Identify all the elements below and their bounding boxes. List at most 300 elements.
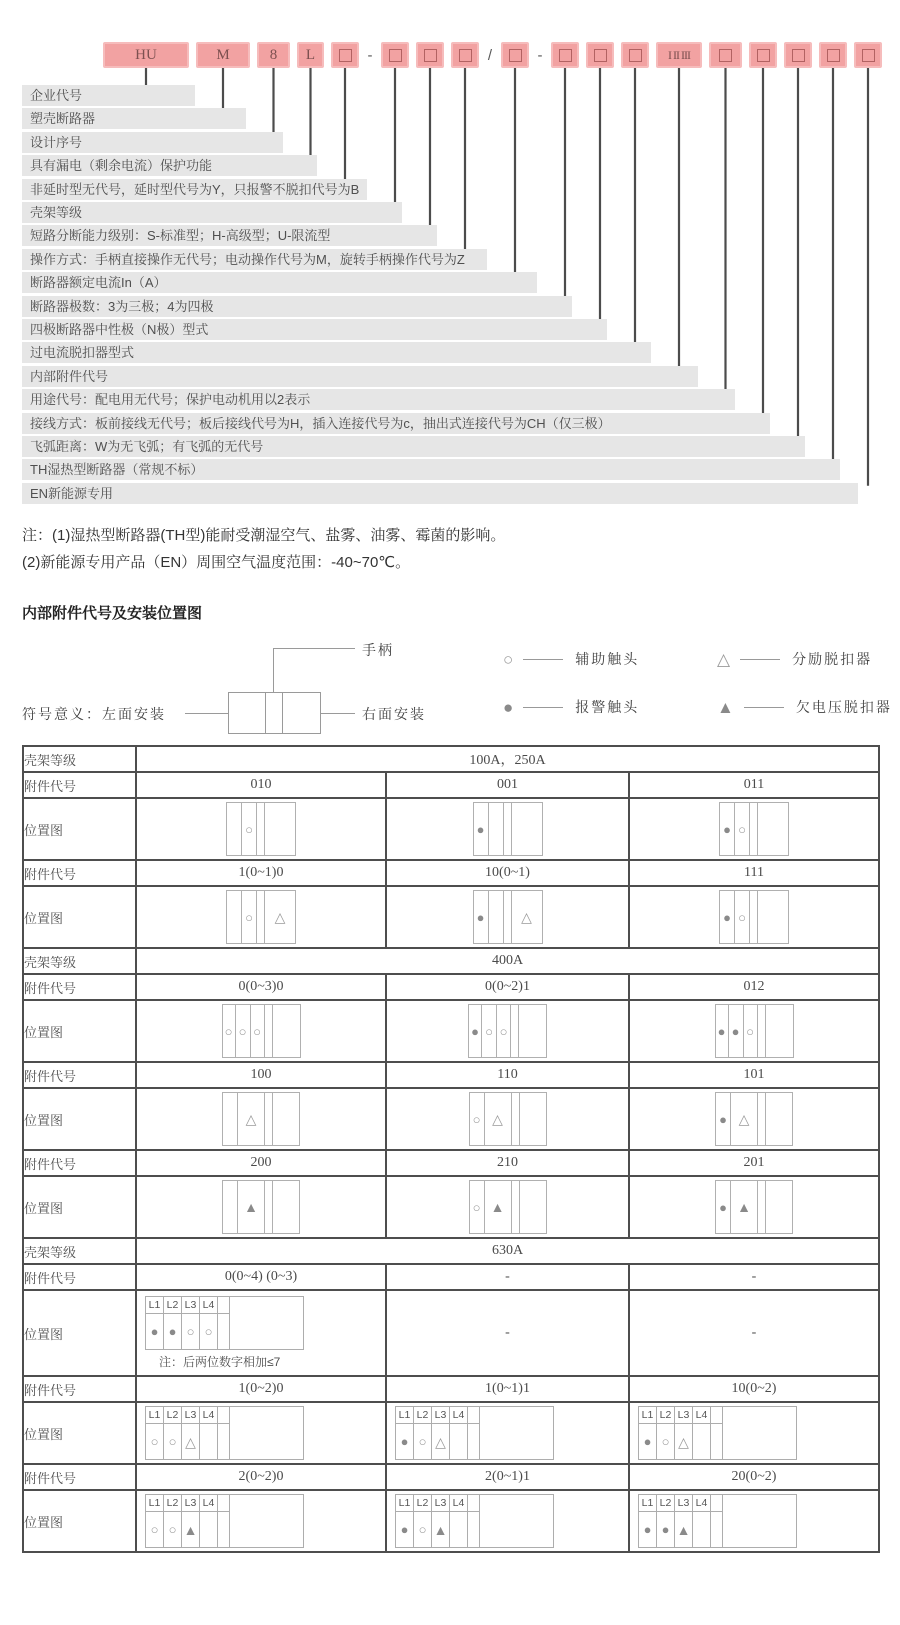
compartment-cell: [227, 891, 242, 943]
uv-symbol-icon: ▲: [490, 1199, 505, 1215]
pole-header-cell: [218, 1495, 230, 1512]
shunt-symbol-icon: △: [274, 909, 286, 925]
pole-symbol-cell: [164, 1424, 182, 1459]
open-area: [230, 1512, 303, 1547]
position-diagram-cell: [136, 1490, 386, 1552]
accessory-code-value: 1(0~1)1: [386, 1376, 629, 1402]
pole-symbol-cell: [414, 1424, 432, 1459]
open-area: [480, 1424, 553, 1459]
compartment-cell: [512, 803, 542, 855]
model-code-box: [551, 42, 579, 68]
frame-level-header: 壳架等级: [23, 1238, 136, 1264]
accessory-code-value: 011: [629, 772, 879, 798]
accessory-code-value: 2(0~2)0: [136, 1464, 386, 1490]
compartment-cell: [227, 803, 242, 855]
compartment-cell: [512, 891, 542, 943]
position-diagram-cell: [136, 1290, 386, 1376]
placeholder-square-icon: [459, 49, 472, 62]
box-divider: [265, 693, 266, 733]
placeholder-square-icon: [862, 49, 875, 62]
note-line-2: (2)新能源专用产品（EN）周围空气温度范围：-40~70℃。: [22, 554, 411, 571]
model-code-box: I II III: [656, 42, 702, 68]
pole-symbol-cell: [182, 1424, 200, 1459]
pole-symbol-cell: [146, 1512, 164, 1547]
position-diagram-cell: [136, 1000, 386, 1062]
placeholder-square-icon: [792, 49, 805, 62]
position-diagram: [469, 1092, 547, 1146]
compartment-cell: [265, 1093, 273, 1145]
pole-symbol-cell: [200, 1314, 218, 1349]
shunt-symbol-icon: △: [435, 1433, 446, 1450]
position-diagram-cell: [386, 1000, 629, 1062]
model-label: 四极断路器中性极（N极）型式: [22, 319, 607, 340]
model-label: 接线方式：板前接线无代号；板后接线代号为H，插入连接代号为c，抽出式连接代号为CH（仅三极）: [22, 413, 770, 434]
accessory-code-row: [23, 1464, 879, 1490]
compartment-cell: [766, 1005, 793, 1057]
position-diagram-cell: [386, 1290, 629, 1376]
alarm-symbol-icon: ●: [400, 1522, 409, 1537]
uv-symbol-icon: ▲: [737, 1199, 751, 1215]
aux-symbol-icon: ○: [245, 821, 253, 837]
frame-level-header: 壳架等级: [23, 948, 136, 974]
uv-symbol-icon: ▲: [244, 1199, 258, 1215]
model-label: 具有漏电（剩余电流）保护功能: [22, 155, 317, 176]
handle-label: 手柄: [362, 642, 394, 658]
frame-rating-value: 400A: [136, 948, 879, 974]
pole-position-box: [638, 1406, 797, 1460]
compartment-cell: [716, 1093, 731, 1145]
position-header: 位置图: [23, 1176, 136, 1238]
compartment-cell: [265, 1005, 273, 1057]
position-diagram-cell: [136, 1088, 386, 1150]
accessory-table: [22, 745, 880, 1553]
alarm-symbol-icon: ●: [719, 1111, 727, 1127]
pole-position-box: [638, 1494, 797, 1548]
pole-symbol-cell: [432, 1424, 450, 1459]
pole-symbol-cell: [200, 1424, 218, 1459]
pole-symbol-cell: [218, 1424, 230, 1459]
model-code-box: 8: [257, 42, 290, 68]
meaning-left-label: 符号意义：左面安装: [22, 706, 166, 722]
legend-dash-line: [523, 707, 563, 708]
aux-symbol-icon: ○: [168, 1434, 177, 1449]
position-diagram-cell: [136, 1402, 386, 1464]
pole-symbol-cell: [396, 1512, 414, 1547]
pole-header-cell: L4: [200, 1495, 218, 1512]
position-header: 位置图: [23, 1290, 136, 1376]
aux-symbol-icon: ○: [204, 1324, 213, 1339]
model-code-box: [709, 42, 742, 68]
accessory-code-value: 110: [386, 1062, 629, 1088]
accessory-code-value: 101: [629, 1062, 879, 1088]
compartment-cell: [489, 891, 504, 943]
accessory-code-header: 附件代号: [23, 1264, 136, 1290]
compartment-cell: [251, 1005, 265, 1057]
pole-symbol-cell: [468, 1512, 480, 1547]
position-diagram: [145, 1296, 385, 1370]
position-diagram: [473, 890, 543, 944]
accessory-code-header: 附件代号: [23, 1376, 136, 1402]
compartment-cell: [236, 1005, 251, 1057]
position-header: 位置图: [23, 886, 136, 948]
position-diagram-cell: [386, 1176, 629, 1238]
pole-header-cell: [468, 1495, 480, 1512]
accessory-code-value: 1(0~2)0: [136, 1376, 386, 1402]
frame-rating-row: [23, 948, 879, 974]
accessory-code-row: [23, 1264, 879, 1290]
model-label: 过电流脱扣器型式: [22, 342, 651, 363]
compartment-cell: [716, 1005, 729, 1057]
pole-symbol-cell: [657, 1512, 675, 1547]
pole-header-cell: L1: [396, 1407, 414, 1424]
shunt-symbol-icon: △: [717, 649, 731, 669]
pole-header-cell: [218, 1297, 230, 1314]
model-label: 非延时型无代号，延时型代号为Y，只报警不脱扣代号为B: [22, 179, 367, 200]
open-area: [230, 1314, 303, 1349]
right-connector-line: [321, 713, 355, 714]
accessory-code-header: 附件代号: [23, 1150, 136, 1176]
position-diagram: [715, 1092, 793, 1146]
placeholder-square-icon: [827, 49, 840, 62]
open-area: [723, 1495, 796, 1512]
compartment-cell: [504, 891, 512, 943]
position-diagram-row: [23, 1402, 879, 1464]
position-diagram-cell: [136, 798, 386, 860]
position-diagram: [222, 1092, 300, 1146]
code-separator: -: [537, 46, 543, 64]
accessory-code-row: [23, 974, 879, 1000]
accessory-code-value: 100: [136, 1062, 386, 1088]
open-area: [230, 1297, 303, 1314]
right-mount-label: 右面安装: [362, 706, 426, 722]
aux-symbol-icon: ○: [224, 1023, 233, 1039]
position-header: 位置图: [23, 798, 136, 860]
position-diagram-row: [23, 1088, 879, 1150]
pole-header-cell: [711, 1407, 723, 1424]
model-code-box: [451, 42, 479, 68]
uv-symbol-icon: ▲: [717, 697, 734, 717]
legend-item: [717, 698, 892, 716]
pole-symbol-cell: [639, 1424, 657, 1459]
diagram-note: 注：后两位数字相加≤7: [159, 1355, 281, 1369]
accessory-code-value: 1(0~1)0: [136, 860, 386, 886]
compartment-cell: [512, 1093, 520, 1145]
open-area: [230, 1407, 303, 1424]
model-code-box: [416, 42, 444, 68]
accessory-code-value: 200: [136, 1150, 386, 1176]
aux-symbol-icon: ○: [661, 1434, 670, 1449]
compartment-cell: [470, 1093, 485, 1145]
uv-symbol-icon: ▲: [676, 1521, 691, 1538]
compartment-cell: [474, 803, 489, 855]
accessory-code-row: [23, 860, 879, 886]
position-diagram: [222, 1180, 300, 1234]
aux-symbol-icon: ○: [150, 1522, 159, 1537]
frame-level-header: 壳架等级: [23, 746, 136, 772]
alarm-symbol-icon: ●: [643, 1434, 652, 1449]
pole-symbol-cell: [693, 1512, 711, 1547]
pole-header-cell: L3: [182, 1297, 200, 1314]
compartment-cell: [504, 803, 512, 855]
pole-position-box: [395, 1406, 554, 1460]
box-divider: [282, 693, 283, 733]
pole-header-cell: L1: [146, 1407, 164, 1424]
position-diagram-row: [23, 1176, 879, 1238]
model-code-box: [331, 42, 359, 68]
aux-symbol-icon: ○: [168, 1522, 177, 1537]
placeholder-square-icon: [559, 49, 572, 62]
pole-header-cell: L4: [693, 1407, 711, 1424]
compartment-cell: [497, 1005, 511, 1057]
model-label: TH湿热型断路器（常规不标）: [22, 459, 840, 480]
accessory-code-value: 2(0~1)1: [386, 1464, 629, 1490]
pole-symbol-cell: [450, 1512, 468, 1547]
pole-symbol-cell: [182, 1314, 200, 1349]
compartment-cell: [720, 803, 735, 855]
legend-dash-line: [740, 659, 780, 660]
compartment-cell: [257, 803, 265, 855]
legend-item-label: 分励脱扣器: [792, 651, 873, 667]
compartment-cell: [273, 1005, 300, 1057]
compartment-cell: [520, 1093, 546, 1145]
model-code-box: [586, 42, 614, 68]
open-area: [480, 1495, 553, 1512]
handle-connector-hline: [273, 648, 355, 649]
accessory-code-row: [23, 1062, 879, 1088]
accessory-code-value: 0(0~3)0: [136, 974, 386, 1000]
placeholder-square-icon: [594, 49, 607, 62]
aux-symbol-icon: ○: [503, 649, 514, 669]
position-diagram: [226, 890, 296, 944]
compartment-cell: [758, 803, 788, 855]
pole-symbol-cell: [432, 1512, 450, 1547]
aux-symbol-icon: ○: [186, 1324, 195, 1339]
legend-item: [503, 698, 717, 716]
position-diagram-cell: [629, 1000, 879, 1062]
compartment-cell: [750, 891, 758, 943]
accessory-code-value: 210: [386, 1150, 629, 1176]
position-diagram-cell: [386, 886, 629, 948]
model-label: 设计序号: [22, 132, 283, 153]
position-diagram-cell: [629, 1490, 879, 1552]
pole-header-cell: [218, 1407, 230, 1424]
placeholder-square-icon: [339, 49, 352, 62]
position-diagram: [715, 1180, 793, 1234]
pole-position-box: [145, 1296, 304, 1350]
model-code-box: [784, 42, 812, 68]
compartment-cell: [766, 1093, 792, 1145]
aux-symbol-icon: ○: [472, 1111, 481, 1127]
accessory-code-header: 附件代号: [23, 1062, 136, 1088]
accessory-code-value: 0(0~4) (0~3): [136, 1264, 386, 1290]
placeholder-square-icon: [757, 49, 770, 62]
compartment-cell: [223, 1093, 238, 1145]
position-diagram-row: [23, 1490, 879, 1552]
pole-symbol-cell: [675, 1424, 693, 1459]
pole-position-box: [145, 1406, 304, 1460]
model-code-box: [381, 42, 409, 68]
compartment-cell: [242, 803, 257, 855]
position-diagram: [715, 1004, 794, 1058]
code-separator: /: [487, 46, 493, 64]
compartment-cell: [716, 1181, 731, 1233]
aux-symbol-icon: ○: [738, 821, 746, 837]
frame-rating-row: [23, 1238, 879, 1264]
compartment-cell: [744, 1005, 758, 1057]
compartment-cell: [265, 1181, 273, 1233]
alarm-symbol-icon: ●: [150, 1324, 159, 1339]
pole-header-cell: L2: [414, 1407, 432, 1424]
position-diagram-cell: [386, 1088, 629, 1150]
position-diagram-cell: [629, 1402, 879, 1464]
accessory-code-value: 10(0~1): [386, 860, 629, 886]
pole-header-cell: L3: [182, 1495, 200, 1512]
alarm-symbol-icon: ●: [723, 909, 731, 925]
compartment-cell: [238, 1093, 265, 1145]
pole-header-cell: L2: [657, 1495, 675, 1512]
alarm-symbol-icon: ●: [476, 909, 485, 925]
legend-item-label: 报警触头: [575, 699, 640, 715]
open-area: [230, 1424, 303, 1459]
pole-header-cell: L1: [639, 1407, 657, 1424]
position-diagram-cell: [136, 1176, 386, 1238]
aux-symbol-icon: ○: [418, 1434, 427, 1449]
compartment-cell: [519, 1005, 546, 1057]
position-diagram: [395, 1406, 628, 1460]
pole-header-cell: L2: [164, 1297, 182, 1314]
compartment-cell: [729, 1005, 744, 1057]
open-area: [480, 1512, 553, 1547]
open-area: [230, 1495, 303, 1512]
aux-symbol-icon: ○: [253, 1023, 261, 1039]
compartment-cell: [485, 1093, 512, 1145]
pole-header-cell: L2: [657, 1407, 675, 1424]
symbol-legend: [503, 650, 892, 716]
accessory-code-value: 012: [629, 974, 879, 1000]
handle-connector-vline: [273, 648, 274, 692]
alarm-symbol-icon: ●: [400, 1434, 409, 1449]
pole-symbol-cell: [450, 1424, 468, 1459]
model-label: 断路器极数：3为三极；4为四极: [22, 296, 572, 317]
aux-symbol-icon: ○: [472, 1199, 481, 1215]
accessory-table-body: [23, 746, 879, 1552]
frame-rating-row: [23, 746, 879, 772]
model-code-box: [621, 42, 649, 68]
accessory-code-row: [23, 772, 879, 798]
position-diagram-row: [23, 1290, 879, 1376]
position-diagram-cell: [629, 798, 879, 860]
compartment-cell: [758, 891, 788, 943]
position-header: 位置图: [23, 1402, 136, 1464]
pole-symbol-cell: [468, 1424, 480, 1459]
placeholder-square-icon: [389, 49, 402, 62]
shunt-symbol-icon: △: [678, 1433, 689, 1450]
alarm-symbol-icon: ●: [717, 1023, 726, 1039]
model-label: 壳架等级: [22, 202, 402, 223]
model-label: 用途代号：配电用无代号；保护电动机用以2表示: [22, 389, 735, 410]
pole-header-cell: L4: [450, 1495, 468, 1512]
model-label: 操作方式：手柄直接操作无代号；电动操作代号为M，旋转手柄操作代号为Z: [22, 249, 487, 270]
position-diagram-cell: [386, 1402, 629, 1464]
pole-symbol-cell: [396, 1424, 414, 1459]
compartment-cell: [474, 891, 489, 943]
legend-item-label: 欠电压脱扣器: [795, 699, 892, 715]
position-diagram: [719, 890, 789, 944]
shunt-symbol-icon: △: [245, 1111, 257, 1127]
shunt-symbol-icon: △: [521, 909, 532, 925]
compartment-cell: [511, 1005, 519, 1057]
pole-header-cell: L1: [396, 1495, 414, 1512]
legend-item: [503, 650, 717, 668]
pole-symbol-cell: [218, 1314, 230, 1349]
accessory-code-value: 10(0~2): [629, 1376, 879, 1402]
pole-header-cell: L1: [146, 1297, 164, 1314]
compartment-cell: [735, 803, 750, 855]
pole-header-cell: L4: [693, 1495, 711, 1512]
aux-symbol-icon: ○: [418, 1522, 427, 1537]
accessory-code-header: 附件代号: [23, 974, 136, 1000]
position-header: 位置图: [23, 1088, 136, 1150]
position-diagram-cell: [629, 1176, 879, 1238]
section-title: 内部附件代号及安装位置图: [22, 605, 203, 622]
position-diagram: [395, 1494, 628, 1548]
pole-header-cell: L4: [200, 1407, 218, 1424]
alarm-symbol-icon: ●: [719, 1199, 727, 1215]
compartment-cell: [758, 1093, 766, 1145]
shunt-symbol-icon: △: [738, 1111, 750, 1127]
accessory-code-value: 0(0~2)1: [386, 974, 629, 1000]
uv-symbol-icon: ▲: [433, 1521, 448, 1538]
position-diagram: [638, 1406, 878, 1460]
position-diagram: [145, 1494, 385, 1548]
pole-header-cell: L2: [414, 1495, 432, 1512]
position-diagram: [145, 1406, 385, 1460]
open-area: [723, 1424, 796, 1459]
compartment-cell: [238, 1181, 265, 1233]
accessory-code-value: 111: [629, 860, 879, 886]
pole-symbol-cell: [711, 1424, 723, 1459]
model-code-row: [103, 42, 882, 68]
compartment-cell: [758, 1181, 766, 1233]
open-area: [723, 1407, 796, 1424]
accessory-code-value: 010: [136, 772, 386, 798]
pole-symbol-cell: [414, 1512, 432, 1547]
compartment-cell: [720, 891, 735, 943]
model-label: EN新能源专用: [22, 483, 858, 504]
compartment-cell: [758, 1005, 766, 1057]
compartment-cell: [482, 1005, 497, 1057]
pole-header-cell: L1: [146, 1495, 164, 1512]
compartment-cell: [470, 1181, 485, 1233]
empty-dash: -: [505, 1325, 510, 1340]
model-code-box: [854, 42, 882, 68]
accessory-code-value: -: [629, 1264, 879, 1290]
pole-symbol-cell: [675, 1512, 693, 1547]
position-diagram: [226, 802, 296, 856]
accessory-code-header: 附件代号: [23, 1464, 136, 1490]
position-diagram-cell: [629, 1290, 879, 1376]
alarm-symbol-icon: ●: [723, 821, 731, 837]
pole-symbol-cell: [146, 1314, 164, 1349]
pole-symbol-cell: [711, 1512, 723, 1547]
pole-header-cell: [711, 1495, 723, 1512]
position-diagram: [468, 1004, 547, 1058]
model-label: 断路器额定电流In（A）: [22, 272, 537, 293]
open-area: [480, 1407, 553, 1424]
position-diagram-row: [23, 886, 879, 948]
placeholder-square-icon: [719, 49, 732, 62]
position-diagram: [719, 802, 789, 856]
